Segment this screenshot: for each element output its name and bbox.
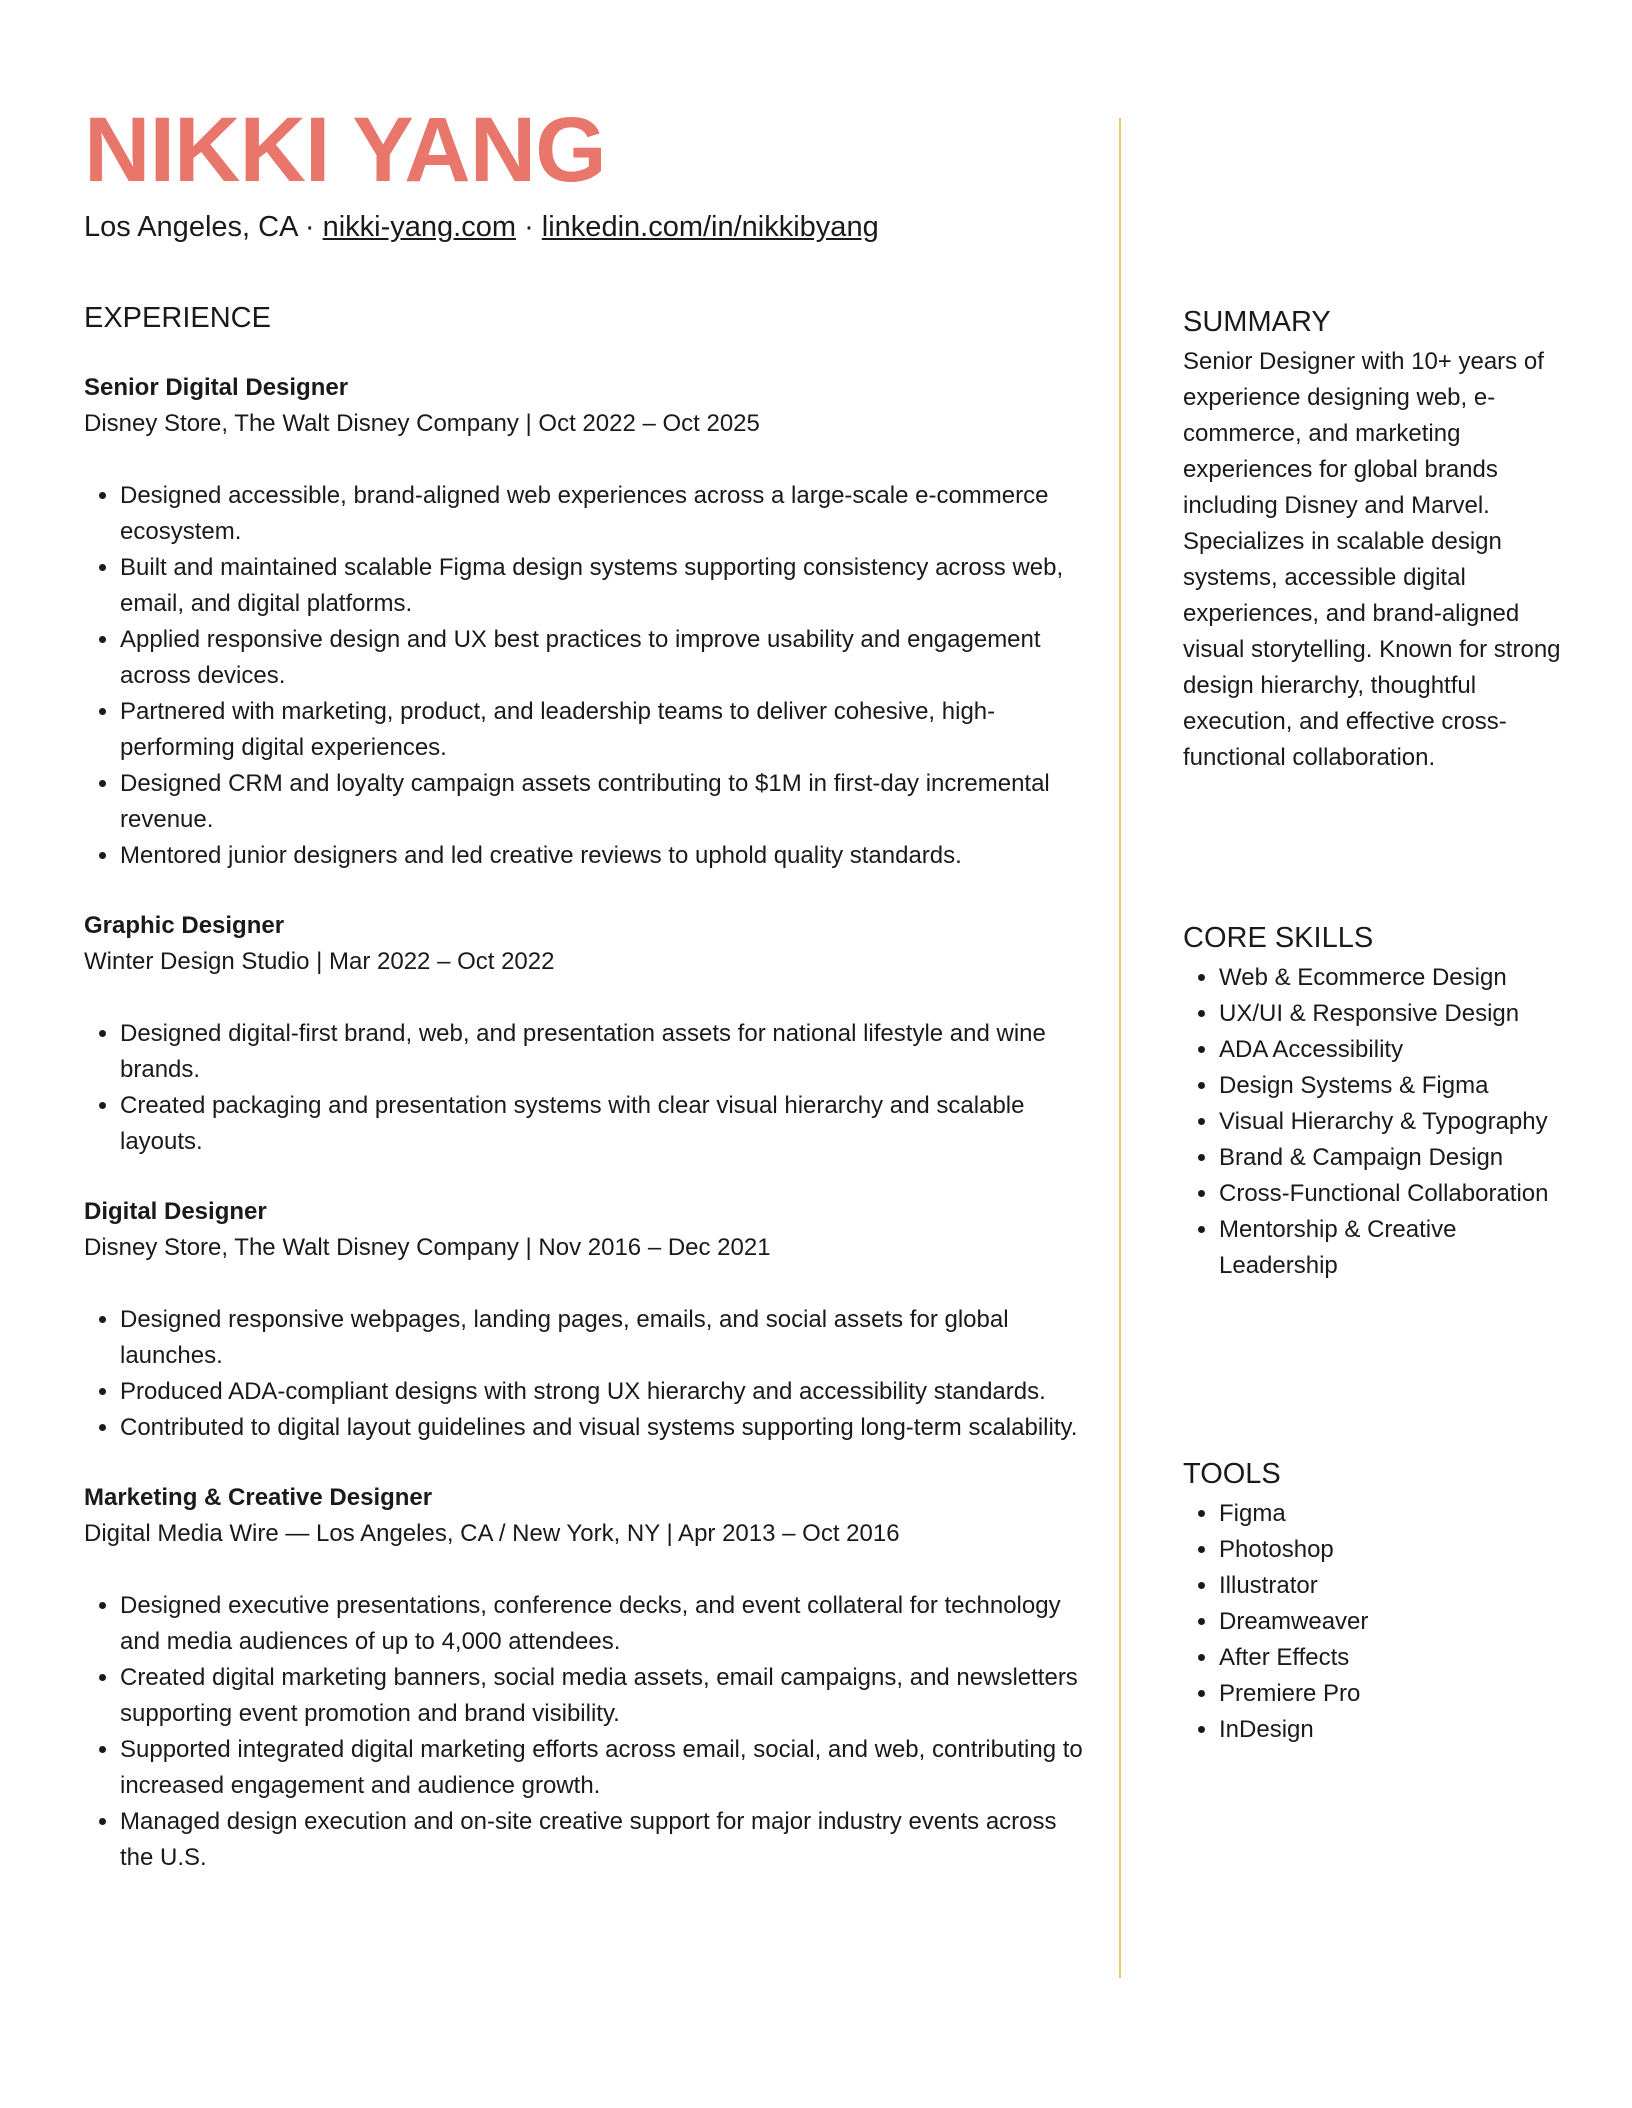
list-item: • Mentorship & Creative Leadership	[1219, 1212, 1559, 1284]
list-item: • Premiere Pro	[1219, 1676, 1583, 1712]
list-item: • Photoshop	[1219, 1532, 1583, 1568]
skills-section	[1183, 916, 1583, 1284]
contact-line	[84, 207, 879, 247]
list-item: • Web & Ecommerce Design	[1219, 960, 1559, 996]
list-item: • Brand & Campaign Design	[1219, 1140, 1559, 1176]
list-item: • ADA Accessibility	[1219, 1032, 1559, 1068]
job-title: Graphic Designer	[84, 912, 285, 939]
list-item: • Designed responsive webpages, landing pages, emails, and social assets for global launches.	[120, 1302, 1094, 1374]
list-item: • Figma	[1219, 1496, 1583, 1532]
list-item: • After Effects	[1219, 1640, 1583, 1676]
list-item: • Designed accessible, brand-aligned web experiences across a large-scale e-commerce ecosystem.	[120, 478, 1094, 550]
list-item: • Partnered with marketing, product, and leadership teams to deliver cohesive, high-performing digital experiences.	[120, 694, 1094, 766]
list-item: • Visual Hierarchy & Typography	[1219, 1104, 1559, 1140]
job-meta: Digital Media Wire — Los Angeles, CA / New York, NY | Apr 2013 – Oct 2016	[84, 1520, 900, 1547]
list-item: • Mentored junior designers and led creative reviews to uphold quality standards.	[120, 838, 1094, 874]
list-item: • Applied responsive design and UX best practices to improve usability and engagement across devices.	[120, 622, 1094, 694]
list-item: • Produced ADA-compliant designs with strong UX hierarchy and accessibility standards.	[120, 1374, 1094, 1410]
list-item: • InDesign	[1219, 1712, 1583, 1748]
job-title: Digital Designer	[84, 1198, 267, 1225]
job-bullets	[84, 478, 1094, 874]
linkedin-link[interactable]: linkedin.com/in/nikkibyang	[541, 211, 879, 243]
list-item: • Design Systems & Figma	[1219, 1068, 1559, 1104]
column-divider	[1119, 118, 1121, 1978]
tools-list	[1183, 1496, 1583, 1748]
list-item: • Cross-Functional Collaboration	[1219, 1176, 1559, 1212]
list-item: • Created digital marketing banners, social media assets, email campaigns, and newsletters supporting event promotion and brand visibility.	[120, 1660, 1094, 1732]
list-item: • Designed executive presentations, conference decks, and event collateral for technology and media audiences of up to 4,000 attendees.	[120, 1588, 1094, 1660]
job-title: Senior Digital Designer	[84, 374, 349, 401]
summary-section	[1183, 300, 1583, 776]
job-bullets	[84, 1588, 1094, 1876]
list-item: • UX/UI & Responsive Design	[1219, 996, 1559, 1032]
job-meta: Disney Store, The Walt Disney Company | Nov 2016 – Dec 2021	[84, 1234, 771, 1261]
list-item: • Designed CRM and loyalty campaign assets contributing to $1M in first-day incremental revenue.	[120, 766, 1094, 838]
list-item: • Illustrator	[1219, 1568, 1583, 1604]
summary-text: Senior Designer with 10+ years of experience designing web, e-commerce, and marketing experiences for global brands including Disney and Marvel. Specializes in scalable design systems, accessible digital experiences, and brand-aligned visual storytelling. Known for strong design hierarchy, thoughtful execution, and effective cross-functional collaboration.	[1183, 348, 1561, 771]
list-item: • Built and maintained scalable Figma design systems supporting consistency across web, email, and digital platforms.	[120, 550, 1094, 622]
list-item: • Dreamweaver	[1219, 1604, 1583, 1640]
job-bullets	[84, 1302, 1094, 1446]
tools-heading: TOOLS	[1183, 1458, 1281, 1490]
experience-heading: EXPERIENCE	[84, 302, 271, 334]
job-meta: Disney Store, The Walt Disney Company | Oct 2022 – Oct 2025	[84, 410, 760, 437]
list-item: • Created packaging and presentation systems with clear visual hierarchy and scalable layouts.	[120, 1088, 1094, 1160]
location-text: Los Angeles, CA	[84, 211, 297, 243]
job-entry	[84, 370, 1094, 874]
separator: ·	[296, 211, 323, 243]
list-item: • Contributed to digital layout guidelines and visual systems supporting long-term scalability.	[120, 1410, 1094, 1446]
job-bullets	[84, 1016, 1094, 1160]
website-link[interactable]: nikki-yang.com	[322, 211, 517, 243]
list-item: • Designed digital-first brand, web, and presentation assets for national lifestyle and wine brands.	[120, 1016, 1094, 1088]
job-title: Marketing & Creative Designer	[84, 1484, 433, 1511]
job-entry	[84, 1480, 1094, 1876]
list-item: • Supported integrated digital marketing efforts across email, social, and web, contributing to increased engagement and audience growth.	[120, 1732, 1094, 1804]
separator: ·	[516, 211, 542, 243]
candidate-name: NIKKI YANG	[84, 99, 606, 201]
job-entry	[84, 1194, 1094, 1446]
job-meta: Winter Design Studio | Mar 2022 – Oct 2022	[84, 948, 555, 975]
summary-heading: SUMMARY	[1183, 306, 1331, 338]
tools-section	[1183, 1452, 1583, 1748]
experience-section	[84, 296, 1094, 1876]
skills-heading: CORE SKILLS	[1183, 922, 1374, 954]
job-entry	[84, 908, 1094, 1160]
list-item: • Managed design execution and on-site creative support for major industry events across the U.S.	[120, 1804, 1094, 1876]
skills-list	[1183, 960, 1559, 1284]
